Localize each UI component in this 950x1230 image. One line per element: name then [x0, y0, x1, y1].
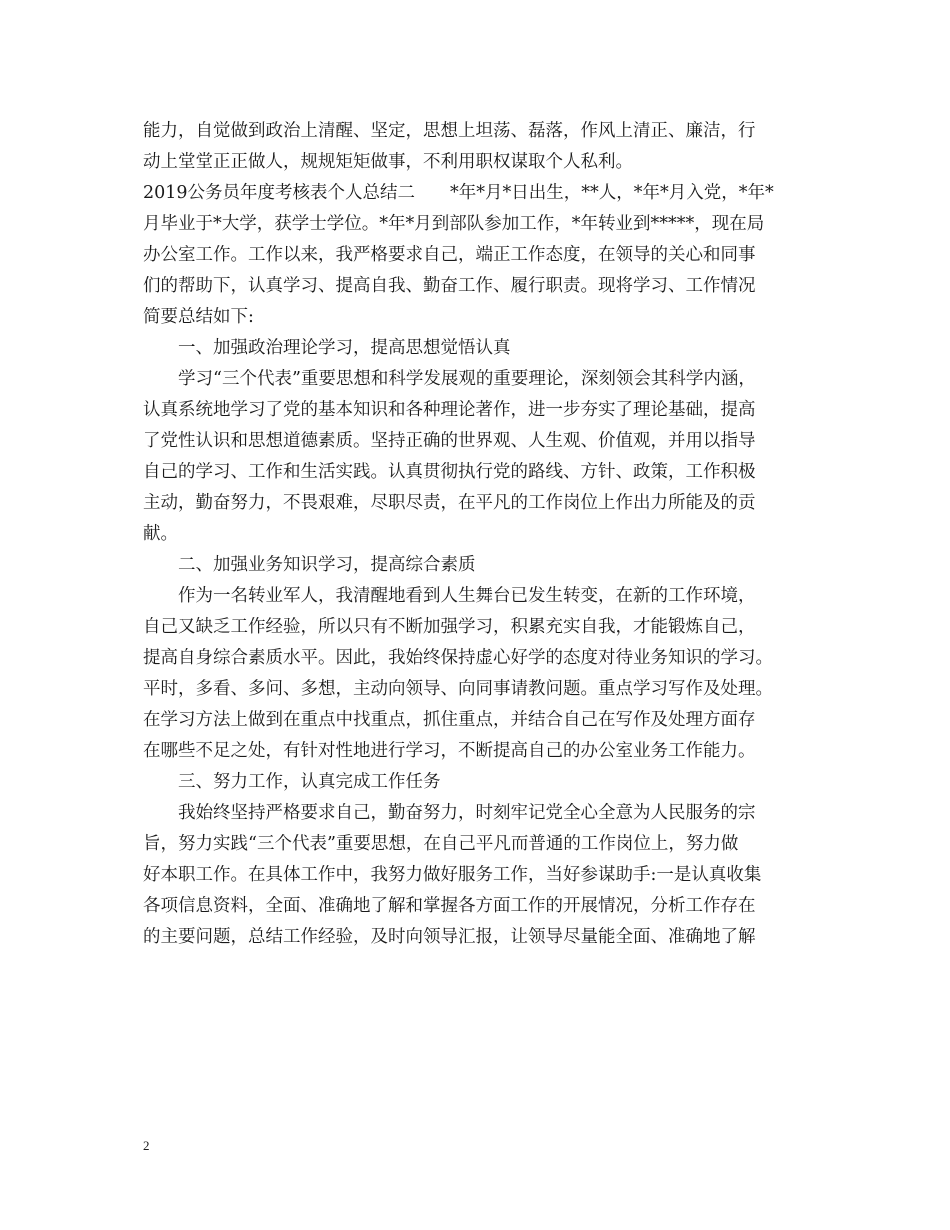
- text-line: 平时，多看、多问、多想，主动向领导、向同事请教问题。重点学习写作及处理。: [143, 679, 773, 699]
- page-number: 2: [143, 1138, 150, 1153]
- text-line: 提高自身综合素质水平。因此，我始终保持虚心好学的态度对待业务知识的学习。: [143, 648, 773, 668]
- text-line: 在学习方法上做到在重点中找重点，抓住重点，并结合自己在写作及处理方面存: [143, 710, 756, 730]
- text-line: 学习“三个代表”重要思想和科学发展观的重要理论，深刻领会其科学内涵，: [178, 369, 756, 389]
- text-line: 简要总结如下:: [143, 307, 254, 327]
- text-line: 自己的学习、工作和生活实践。认真贯彻执行党的路线、方针、政策，工作积极: [143, 462, 756, 482]
- section-heading-3: 三、努力工作，认真完成工作任务: [178, 772, 441, 792]
- text-line: 在哪些不足之处，有针对性地进行学习，不断提高自己的办公室业务工作能力。: [143, 741, 756, 761]
- text-line: 各项信息资料，全面、准确地了解和掌握各方面工作的开展情况，分析工作存在: [143, 896, 756, 916]
- text-line: 的主要问题，总结工作经验，及时向领导汇报，让领导尽量能全面、准确地了解: [143, 927, 756, 947]
- text-line: 认真系统地学习了党的基本知识和各种理论著作，进一步夯实了理论基础，提高: [143, 400, 756, 420]
- section-heading-1: 一、加强政治理论学习，提高思想觉悟认真: [178, 338, 511, 358]
- text-line: 献。: [143, 524, 178, 544]
- text-line: 旨，努力实践“三个代表”重要思想，在自己平凡而普通的工作岗位上，努力做: [143, 834, 739, 854]
- text-line: 办公室工作。工作以来，我严格要求自己，端正工作态度，在领导的关心和同事: [143, 245, 756, 265]
- text-line: 好本职工作。在具体工作中，我努力做好服务工作，当好参谋助手:一是认真收集: [143, 865, 762, 885]
- text-line: 月毕业于*大学，获学士学位。*年*月到部队参加工作，*年转业到*****，现在局: [143, 214, 765, 234]
- text-line: 们的帮助下，认真学习、提高自我、勤奋工作、履行职责。现将学习、工作情况: [143, 276, 756, 296]
- text-line: 2019公务员年度考核表个人总结二 *年*月*日出生，**人，*年*月入党，*年*: [143, 183, 774, 203]
- body-text: [143, 116, 813, 953]
- text-line: 我始终坚持严格要求自己，勤奋努力，时刻牢记党全心全意为人民服务的宗: [178, 803, 756, 823]
- text-line: 了党性认识和思想道德素质。坚持正确的世界观、人生观、价值观，并用以指导: [143, 431, 756, 451]
- text-line: 作为一名转业军人，我清醒地看到人生舞台已发生转变，在新的工作环境，: [178, 586, 756, 606]
- section-heading-2: 二、加强业务知识学习，提高综合素质: [178, 555, 476, 575]
- text-line: 自己又缺乏工作经验，所以只有不断加强学习，积累充实自我，才能锻炼自己，: [143, 617, 756, 637]
- text-line: 主动，勤奋努力，不畏艰难，尽职尽责，在平凡的工作岗位上作出力所能及的贡: [143, 493, 756, 513]
- text-line: 动上堂堂正正做人，规规矩矩做事，不利用职权谋取个人私利。: [143, 152, 633, 172]
- text-line: 能力，自觉做到政治上清醒、坚定，思想上坦荡、磊落，作风上清正、廉洁，行: [143, 121, 756, 141]
